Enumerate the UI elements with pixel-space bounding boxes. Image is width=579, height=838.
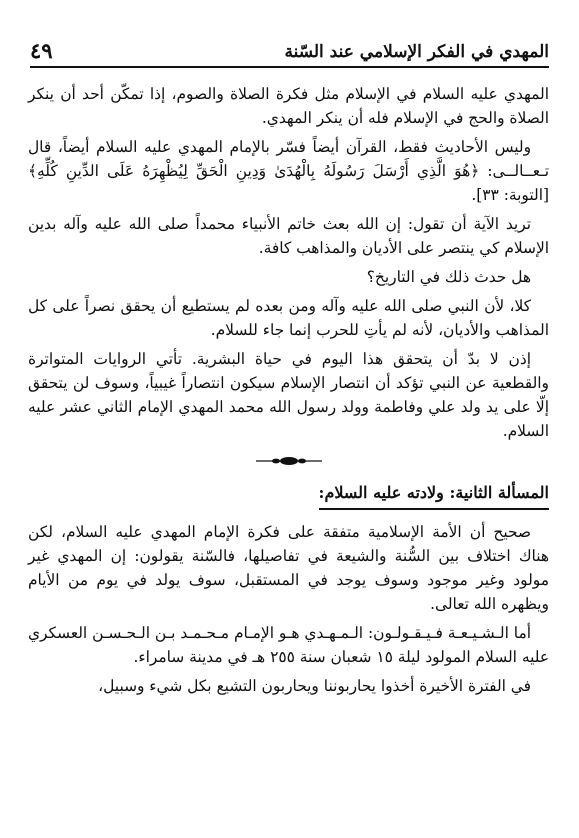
paragraph: وليس الأحاديث فقط، القرآن أيضاً فسّر بالإمام المهدي عليه السلام أيضاً، قال تـعــالــى: ﴿هُوَ الَّذِي أَرْسَلَ رَسُولَهُ بِالْهُدَىٰ وَدِينِ الْحَقِّ لِيُظْهِرَهُ عَلَى الدِّينِ كُلِّهِ﴾ [التوبة: ٣٣].: [28, 138, 549, 204]
paragraph: هل حدث ذلك في التاريخ؟: [366, 268, 531, 286]
header-rule: [30, 66, 549, 68]
page-number: ٤٩: [30, 38, 53, 63]
ornament-divider-icon: [254, 454, 324, 468]
section-heading-text: المسألة الثانية: ولادته عليه السلام:: [319, 481, 549, 510]
paragraph: أما الـشـيـعـة فـيـقـولـون: الـمـهـدي هـو الإمـام مـحـمـد بـن الـحـسـن العسكري عليه السلام المولود ليلة ١٥ شعبان سنة ٢٥٥ هـ في مدينة سامراء.: [28, 624, 549, 666]
ornament-divider: [28, 451, 549, 467]
page-body: [28, 82, 549, 703]
section-heading: [28, 481, 549, 510]
paragraph: المهدي عليه السلام في الإسلام مثل فكرة الصلاة والصوم، إذا تمكّن أحد أن ينكر الصلاة والحج في الإسلام فله أن ينكر المهدي.: [28, 85, 549, 127]
paragraph: إذن لا بدّ أن يتحقق هذا اليوم في حياة البشرية. تأتي الروايات المتواترة والقطعية عن النبي تؤكد أن انتصار الإسلام سيكون انتصاراً غيبياً، وسوف لن يتحقق إلّا على يد ولد علي وفاطمة وولد رسول الله محمد المهدي الإمام الثاني عشر عليه السلام.: [28, 350, 549, 440]
header-title: المهدي في الفكر الإسلامي عند السّنة: [284, 42, 549, 62]
paragraph: في الفترة الأخيرة أخذوا يحاربوننا ويحاربون التشيع بكل شيء وسبيل،: [98, 677, 531, 695]
paragraph: تريد الآية أن تقول: إن الله بعث خاتم الأنبياء محمداً صلى الله عليه وآله بدين الإسلام كي ينتصر على الأديان والمذاهب كافة.: [28, 215, 549, 257]
running-header: [30, 32, 549, 68]
paragraph: كلا، لأن النبي صلى الله عليه وآله ومن بعده لم يستطيع أن يحقق نصراً على كل المذاهب والأديان، لأنه لم يأتِ للحرب إنما جاء للسلام.: [28, 297, 549, 339]
paragraph: صحيح أن الأمة الإسلامية متفقة على فكرة الإمام المهدي عليه السلام، لكن هناك اختلاف بين السُّنة والشيعة في تفاصيلها، فالسّنة يقولون: إن المهدي غير مولود وغير موجود وسوف يوجد في المستقبل، سوف يولد في يوم من الأيام ويظهره الله تعالى.: [28, 523, 549, 613]
